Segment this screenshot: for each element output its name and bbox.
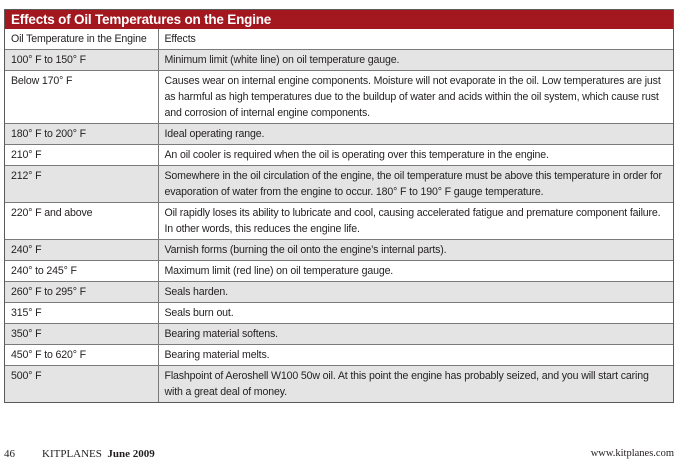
table-row <box>5 303 673 324</box>
magazine-name: KITPLANES <box>42 448 102 460</box>
temperature-cell: 450° F to 620° F <box>5 345 158 366</box>
temperature-cell: 240° to 245° F <box>5 261 158 282</box>
table-row <box>5 282 673 303</box>
effect-cell: Minimum limit (white line) on oil temperature gauge. <box>158 50 673 71</box>
table-row <box>5 261 673 282</box>
temperature-cell: 350° F <box>5 324 158 345</box>
table-title: Effects of Oil Temperatures on the Engine <box>5 10 673 29</box>
temperature-cell: 260° F to 295° F <box>5 282 158 303</box>
page-number: 46 <box>4 448 15 460</box>
temperature-cell: 212° F <box>5 166 158 203</box>
oil-temperature-table <box>4 9 674 403</box>
table-row <box>5 145 673 166</box>
effect-cell: Somewhere in the oil circulation of the engine, the oil temperature must be above this temperature in order for evaporation of water from the engine to occur. 180° F to 190° F gauge temperature. <box>158 166 673 203</box>
effect-cell: Bearing material melts. <box>158 345 673 366</box>
effect-cell: Ideal operating range. <box>158 124 673 145</box>
website-url: www.kitplanes.com <box>590 448 674 459</box>
table-grid <box>5 29 673 402</box>
effect-cell: Bearing material softens. <box>158 324 673 345</box>
table-row <box>5 240 673 261</box>
table-header-row <box>5 29 673 50</box>
temperature-cell: 100° F to 150° F <box>5 50 158 71</box>
table-row <box>5 166 673 203</box>
temperature-cell: 180° F to 200° F <box>5 124 158 145</box>
magazine-credit <box>42 448 155 460</box>
effect-cell: Seals burn out. <box>158 303 673 324</box>
effect-cell: An oil cooler is required when the oil is operating over this temperature in the engine. <box>158 145 673 166</box>
temperature-cell: 500° F <box>5 366 158 403</box>
table-row <box>5 324 673 345</box>
table-row <box>5 203 673 240</box>
table-row <box>5 366 673 403</box>
table-row <box>5 71 673 124</box>
effect-cell: Varnish forms (burning the oil onto the engine’s internal parts). <box>158 240 673 261</box>
temperature-cell: 240° F <box>5 240 158 261</box>
table-row <box>5 124 673 145</box>
effect-cell: Seals harden. <box>158 282 673 303</box>
temperature-cell: 220° F and above <box>5 203 158 240</box>
effect-cell: Oil rapidly loses its ability to lubricate and cool, causing accelerated fatigue and premature component failure. In other words, this reduces the engine life. <box>158 203 673 240</box>
effect-cell: Flashpoint of Aeroshell W100 50w oil. At this point the engine has probably seized, and you will start caring with a great deal of money. <box>158 366 673 403</box>
table-row <box>5 345 673 366</box>
temperature-cell: Below 170° F <box>5 71 158 124</box>
temperature-cell: 315° F <box>5 303 158 324</box>
temperature-cell: 210° F <box>5 145 158 166</box>
table-row <box>5 50 673 71</box>
column-header-temperature: Oil Temperature in the Engine <box>5 29 158 50</box>
effect-cell: Causes wear on internal engine components. Moisture will not evaporate in the oil. Low temperatures are just as harmful as high temperatures due to the buildup of water and acids within the oil system, which cause rust and corrosion of internal engine components. <box>158 71 673 124</box>
effect-cell: Maximum limit (red line) on oil temperature gauge. <box>158 261 673 282</box>
column-header-effects: Effects <box>158 29 673 50</box>
issue-date: June 2009 <box>107 448 155 460</box>
